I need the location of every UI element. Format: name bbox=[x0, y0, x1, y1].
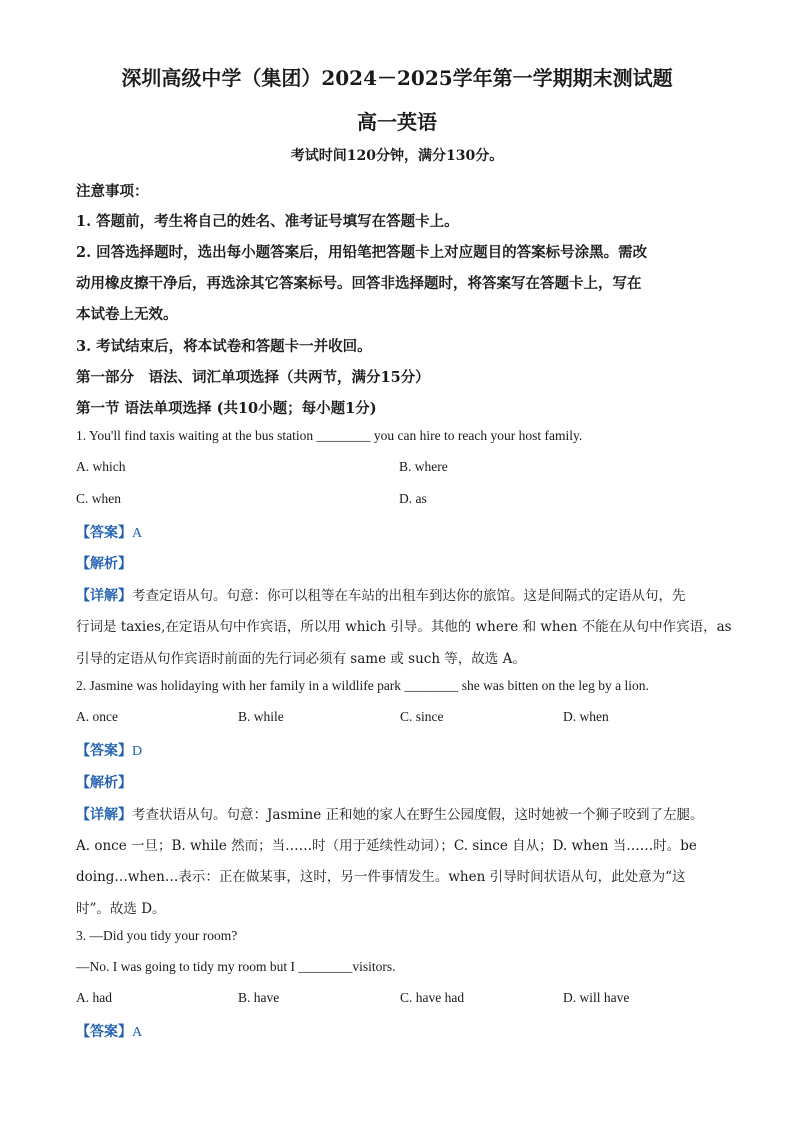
detail-label: 【详解】 bbox=[76, 807, 132, 823]
answer-label: 【答案】 bbox=[76, 1024, 132, 1040]
exam-subject: 高一英语 bbox=[357, 110, 437, 134]
answer-value: A bbox=[132, 526, 143, 541]
question-2-detail-line-2: A. once 一旦；B. while 然而；当……时（用于延续性动词）；C. since 自从；D. when 当……时。be bbox=[76, 838, 697, 854]
question-1-option-b: B. where bbox=[399, 459, 448, 474]
question-1-detail-line-1 bbox=[76, 584, 686, 605]
question-3-stem-line-2: —No. I was going to tidy my room but I ________visitors. bbox=[76, 959, 396, 974]
notice-item-1: 1. 答题前，考生将自己的姓名、准考证号填写在答题卡上。 bbox=[76, 213, 459, 230]
question-1-option-c: C. when bbox=[76, 491, 121, 506]
question-1-option-a: A. which bbox=[76, 459, 126, 474]
notice-heading: 注意事项： bbox=[76, 183, 149, 200]
notice-item-2-line-2: 动用橡皮擦干净后，再选涂其它答案标号。回答非选择题时，将答案写在答题卡上，写在 bbox=[76, 275, 642, 292]
detail-text: 考查状语从句。句意：Jasmine 正和她的家人在野生公园度假，这时她被一个狮子咬到了左腿。 bbox=[132, 807, 704, 823]
question-2-option-a: A. once bbox=[76, 709, 118, 724]
analysis-label: 【解析】 bbox=[76, 775, 132, 791]
answer-label: 【答案】 bbox=[76, 525, 132, 541]
question-2-analysis bbox=[76, 772, 132, 792]
question-1-detail-line-2: 行词是 taxies,在定语从句中作宾语，所以用 which 引导。其他的 where 和 when 不能在从句中作宾语，as bbox=[76, 619, 732, 635]
question-3-option-b: B. have bbox=[238, 990, 280, 1005]
question-3-option-a: A. had bbox=[76, 990, 112, 1005]
question-3-option-c: C. have had bbox=[400, 990, 465, 1005]
question-3-stem-line-1: 3. —Did you tidy your room? bbox=[76, 928, 238, 943]
question-2-detail-line-3: doing…when…表示：正在做某事，这时，另一件事情发生。when 引导时间状语从句，此处意为“这 bbox=[76, 869, 686, 885]
detail-label: 【详解】 bbox=[76, 588, 132, 604]
question-1-answer bbox=[76, 522, 142, 542]
question-1-detail-line-3: 引导的定语从句作宾语时前面的先行词必须有 same 或 such 等，故选 A。 bbox=[76, 651, 526, 667]
answer-value: D bbox=[132, 744, 143, 759]
question-3-option-d: D. will have bbox=[563, 990, 630, 1005]
notice-item-2-line-1: 2. 回答选择题时，选出每小题答案后，用铅笔把答题卡上对应题目的答案标号涂黑。需改 bbox=[76, 244, 648, 261]
question-2-option-c: C. since bbox=[400, 709, 444, 724]
question-1-option-d: D. as bbox=[399, 491, 427, 506]
notice-item-2-line-3: 本试卷上无效。 bbox=[76, 306, 178, 323]
question-3-answer bbox=[76, 1021, 142, 1041]
detail-text: 考查定语从句。句意：你可以租等在车站的出租车到达你的旅馆。这是间隔式的定语从句，先 bbox=[132, 588, 686, 604]
question-1-stem: 1. You'll find taxis waiting at the bus station ________ you can hire to reach your host family. bbox=[76, 428, 583, 443]
question-2-option-b: B. while bbox=[238, 709, 284, 724]
question-2-detail-line-4: 时”。故选 D。 bbox=[76, 901, 166, 917]
part-1-heading: 第一部分 语法、词汇单项选择（共两节，满分15分） bbox=[76, 369, 430, 386]
exam-title: 深圳高级中学（集团）2024－2025学年第一学期期末测试题 bbox=[121, 66, 673, 90]
question-2-answer bbox=[76, 740, 142, 760]
notice-item-3: 3. 考试结束后，将本试卷和答题卡一并收回。 bbox=[76, 338, 372, 355]
exam-info: 考试时间120分钟，满分130分。 bbox=[290, 148, 504, 164]
question-2-option-d: D. when bbox=[563, 709, 609, 724]
answer-label: 【答案】 bbox=[76, 743, 132, 759]
question-2-stem: 2. Jasmine was holidaying with her family in a wildlife park ________ she was bitten on the leg by a lion. bbox=[76, 678, 649, 693]
analysis-label: 【解析】 bbox=[76, 556, 132, 572]
section-1-heading: 第一节 语法单项选择 (共10小题；每小题1分) bbox=[76, 400, 377, 417]
question-1-analysis bbox=[76, 553, 132, 573]
answer-value: A bbox=[132, 1025, 143, 1040]
question-2-detail-line-1 bbox=[76, 803, 703, 824]
